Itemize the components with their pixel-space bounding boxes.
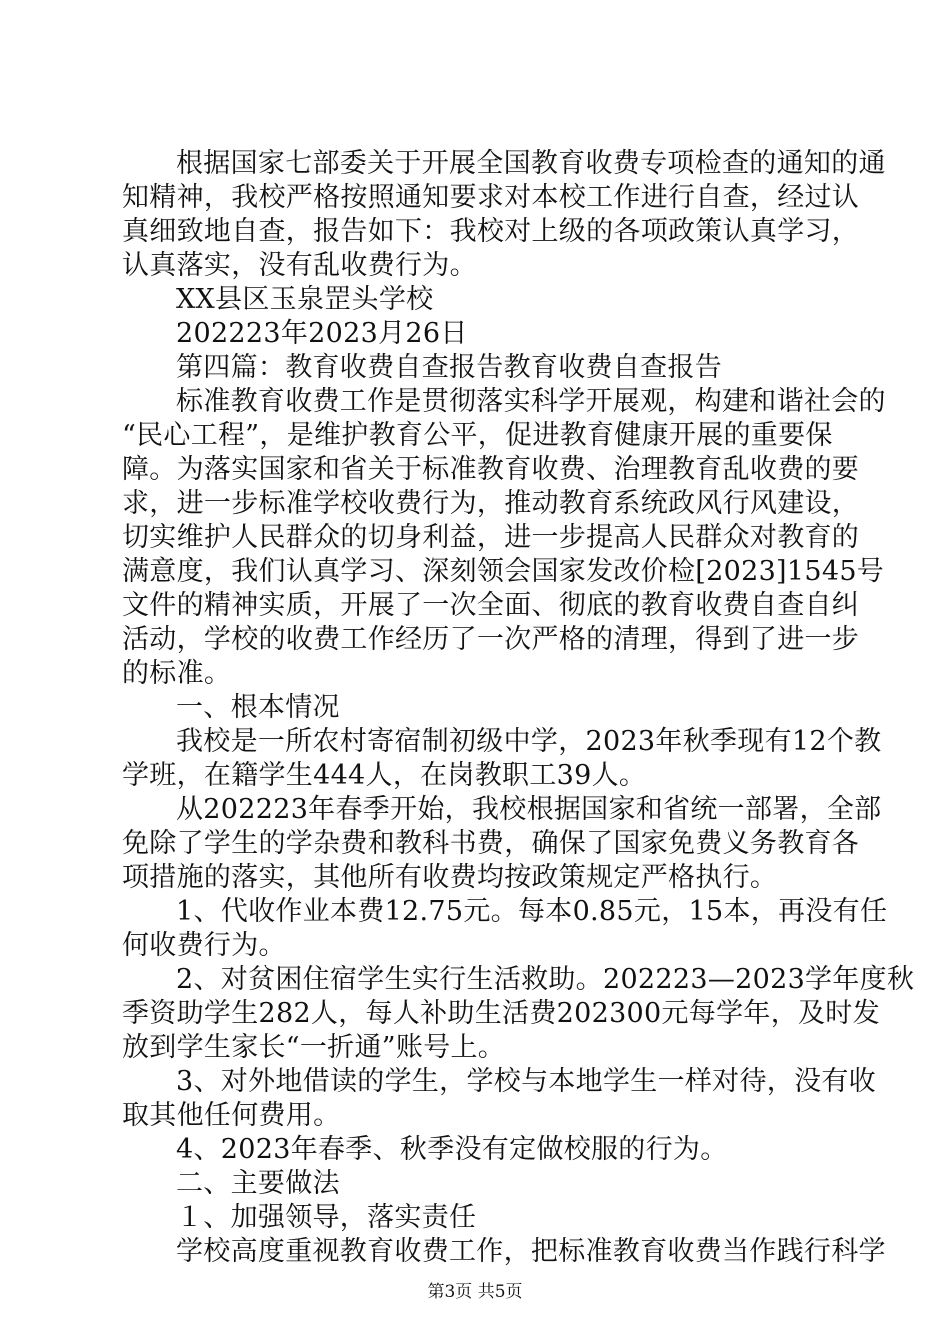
list-item-line: 1、代收作业本费12.75元。每本0.85元，15本，再没有任 [176, 896, 888, 927]
paragraph-line: 学校高度重视教育收费工作，把标准教育收费当作践行科学 [176, 1236, 886, 1267]
paragraph-line: “民心工程”，是维护教育公平，促进教育健康开展的重要保 [122, 420, 833, 451]
section-heading: 二、主要做法 [176, 1168, 340, 1199]
school-name-line: XX县区玉泉罡头学校 [176, 284, 434, 315]
page-number-footer: 第3页 共5页 [427, 1282, 523, 1302]
list-item-line: 何收费行为。 [122, 930, 286, 961]
paragraph-line: 知精神，我校严格按照通知要求对本校工作进行自查，经过认 [122, 182, 860, 213]
list-item-line: 季资助学生282人，每人补助生活费202300元每学年，及时发 [122, 998, 880, 1029]
paragraph-line: 切实维护人民群众的切身利益，进一步提高人民群众对教育的 [122, 522, 860, 553]
paragraph-line: 障。为落实国家和省关于标准教育收费、治理教育乱收费的要 [122, 454, 860, 485]
list-item-line: 4、2023年春季、秋季没有定做校服的行为。 [176, 1134, 728, 1165]
paragraph-line: 根据国家七部委关于开展全国教育收费专项检查的通知的通 [176, 148, 886, 179]
subsection-heading: １、加强领导，落实责任 [176, 1202, 477, 1233]
section-title: 第四篇：教育收费自查报告教育收费自查报告 [176, 352, 722, 383]
paragraph-line: 文件的精神实质，开展了一次全面、彻底的教育收费自查自纠 [122, 590, 860, 621]
paragraph-line: 活动，学校的收费工作经历了一次严格的清理，得到了进一步 [122, 624, 860, 655]
list-item-line: 取其他任何费用。 [122, 1100, 341, 1131]
paragraph-line: 从202223年春季开始，我校根据国家和省统一部署，全部 [176, 794, 882, 825]
paragraph-line: 的标准。 [122, 658, 232, 689]
paragraph-line: 求，进一步标准学校收费行为，推动教育系统政风行风建设， [122, 488, 860, 519]
list-item-line: 放到学生家长“一折通”账号上。 [122, 1032, 506, 1063]
list-item-line: 2、对贫困住宿学生实行生活救助。202223—2023学年度秋 [176, 964, 915, 995]
paragraph-line: 免除了学生的学杂费和教科书费，确保了国家免费义务教育各 [122, 828, 860, 859]
list-item-line: 3、对外地借读的学生，学校与本地学生一样对待，没有收 [176, 1066, 876, 1097]
section-heading: 一、根本情况 [176, 692, 340, 723]
paragraph-line: 认真落实，没有乱收费行为。 [122, 250, 477, 281]
paragraph-line: 标准教育收费工作是贯彻落实科学开展观，构建和谐社会的 [176, 386, 886, 417]
paragraph-line: 满意度，我们认真学习、深刻领会国家发改价检[2023]1545号 [122, 556, 885, 587]
paragraph-line: 学班，在籍学生444人，在岗教职工39人。 [122, 760, 647, 791]
paragraph-line: 我校是一所农村寄宿制初级中学，2023年秋季现有12个教 [176, 726, 882, 757]
paragraph-line: 真细致地自查，报告如下：我校对上级的各项政策认真学习， [122, 216, 860, 247]
date-line: 202223年2023月26日 [176, 318, 468, 349]
paragraph-line: 项措施的落实，其他所有收费均按政策规定严格执行。 [122, 862, 778, 893]
